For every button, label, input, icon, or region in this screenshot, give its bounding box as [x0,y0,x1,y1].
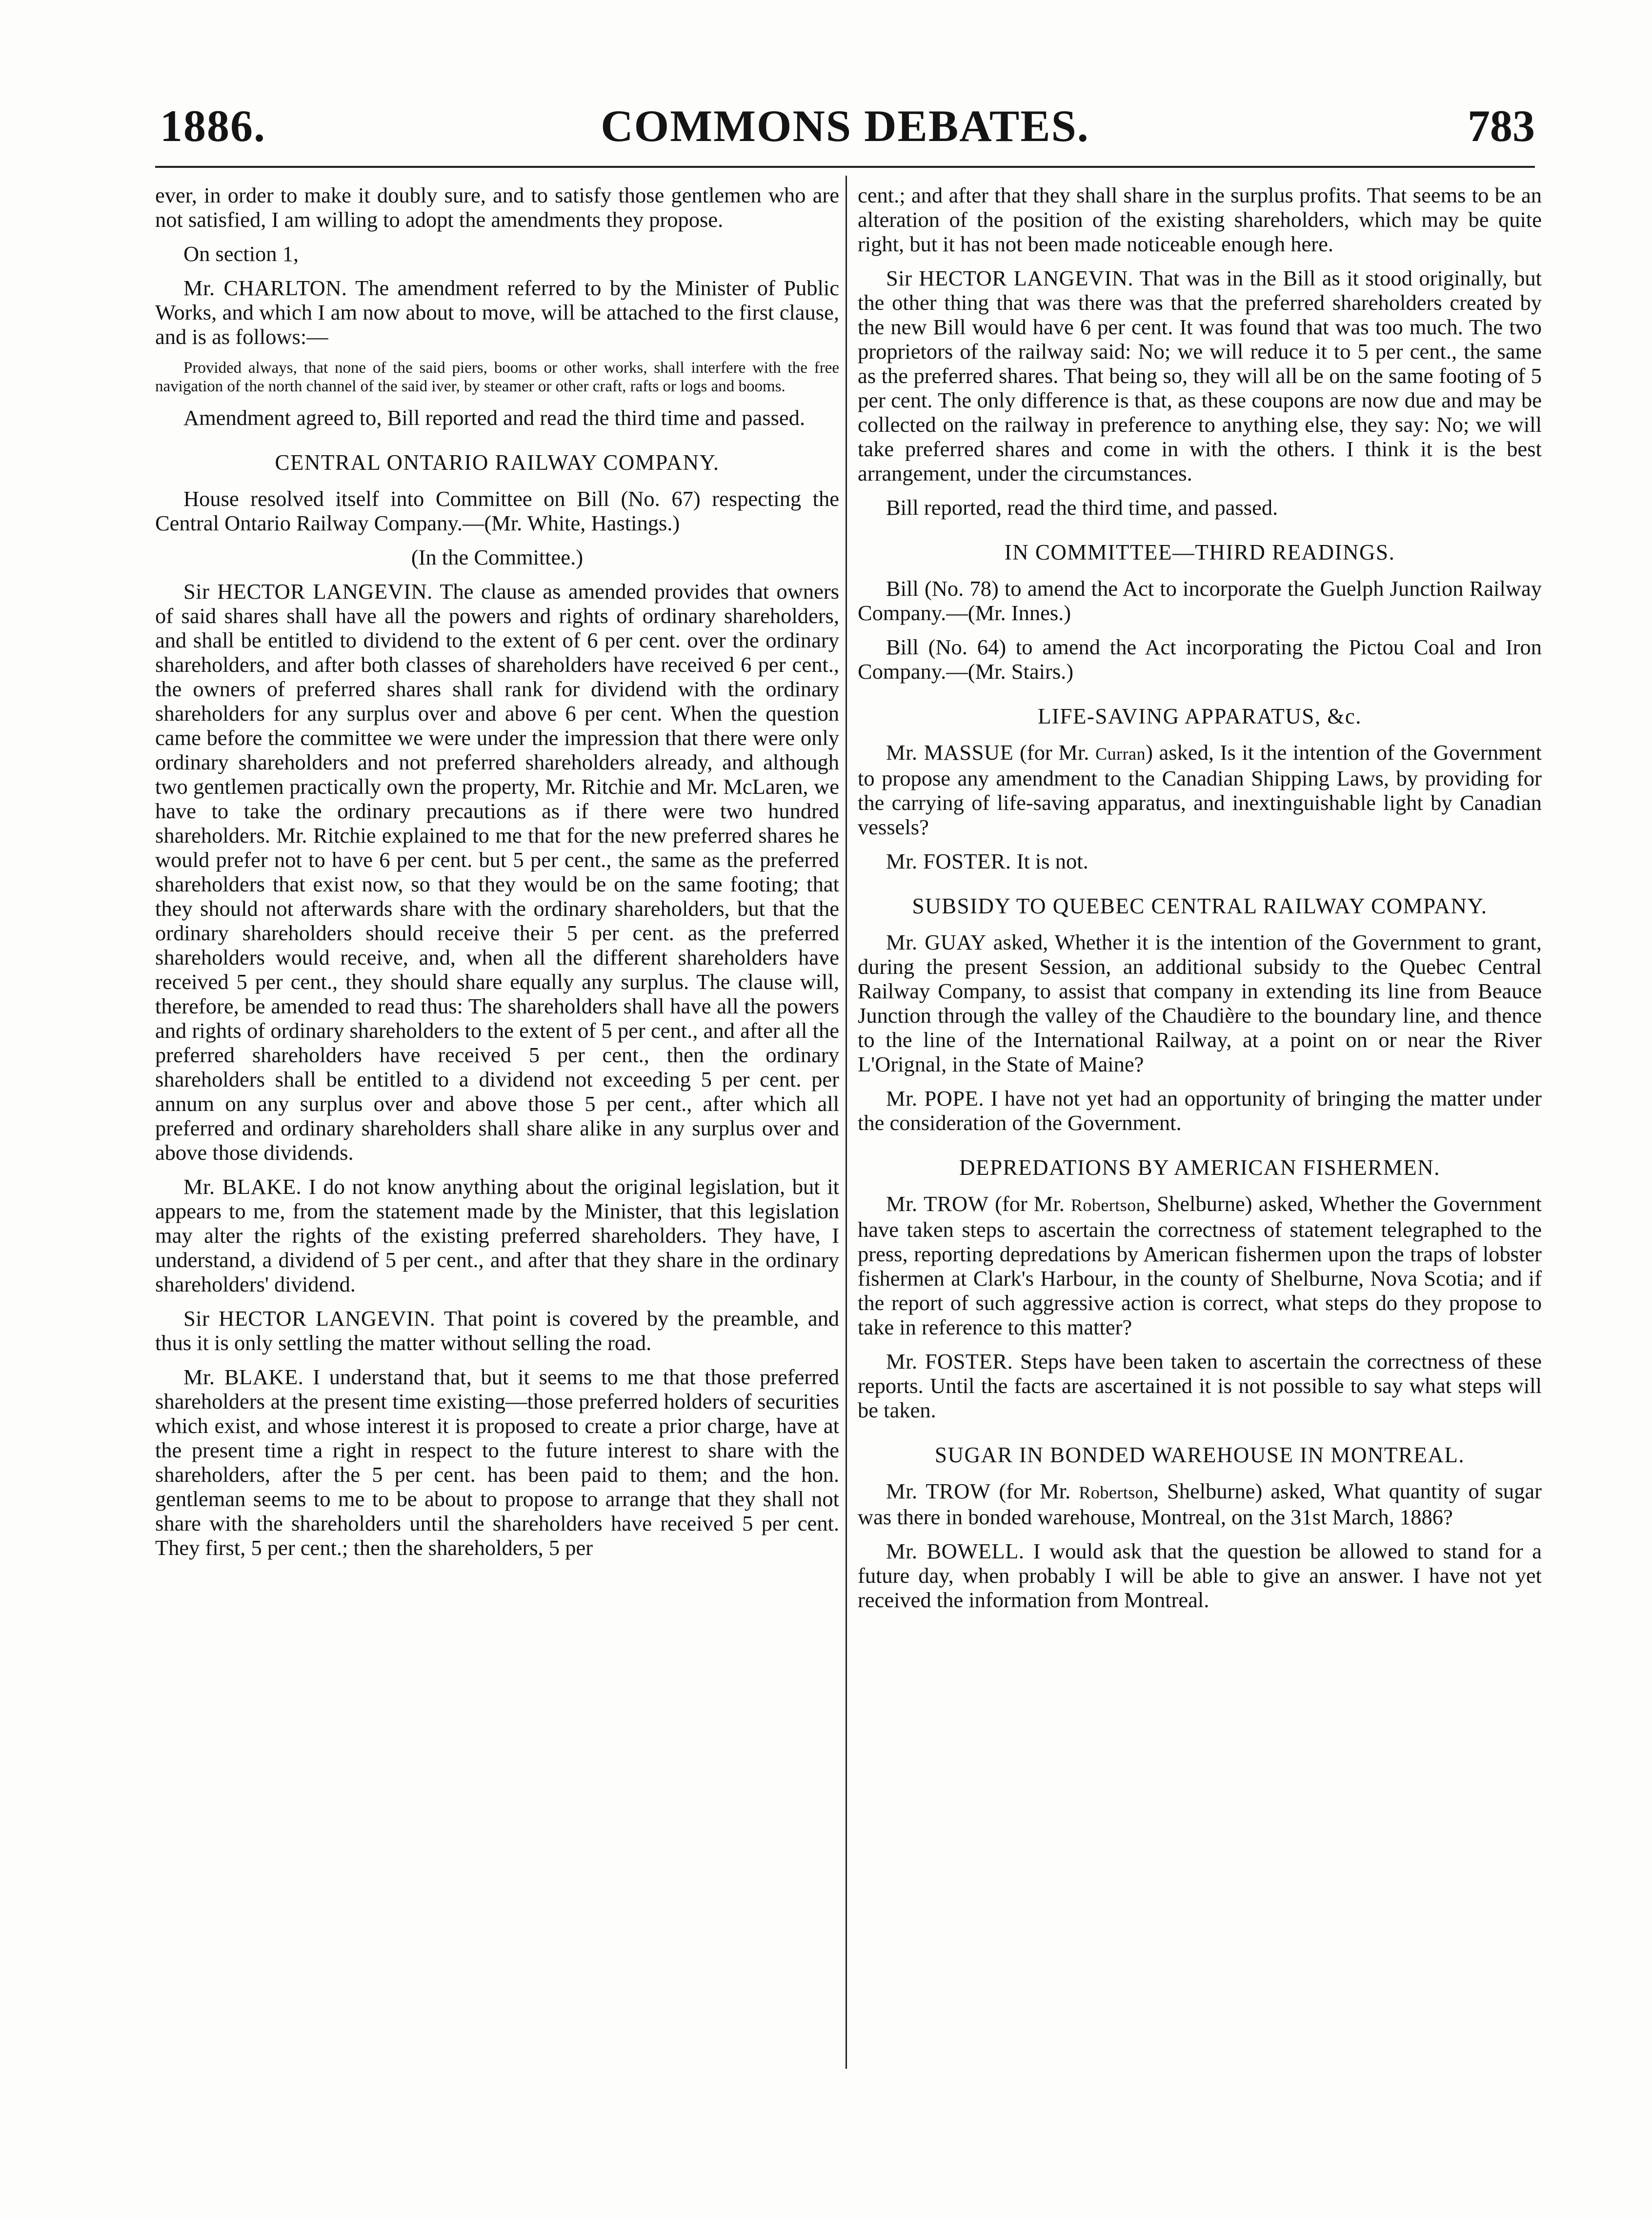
speech [155,276,839,349]
speech-text: The clause as amended provides that owners of said shares shall have all the powers and rights of ordinary shareholders, and shall be entitled to dividend to the extent of 6 per cent. over the ordinary shareholders, and after both classes of shareholders have received 6 per cent., the owners of preferred shares shall rank for dividend with the ordinary shareholders for any surplus over and above 6 per cent. When the question came before the committee we were under the impression that there were only ordinary shareholders and not preferred shareholders already, and although two gentlemen practically own the property, Mr. Ritchie and Mr. McLaren, we have to take the ordinary precautions as if there were two hundred shareholders. Mr. Ritchie explained to me that for the new preferred shares he would prefer not to have 6 per cent. but 5 per cent., the same as the preferred shareholders that exist now, so that they would be on the same footing; that they should not afterwards share with the ordinary shareholders, but that the ordinary shareholders should receive their 5 per cent. as the preferred shareholders would receive, and, when all the different shareholders have received 5 per cent., they should share equally any surplus. The clause will, therefore, be amended to read thus: The shareholders shall have all the powers and rights of ordinary shareholders to the extent of 5 per cent., and after all the preferred shareholders have received 5 per cent., then the ordinary shareholders shall be entitled to a dividend not exceeding 5 per cent. per annum on any surplus over and above those 5 per cent., after which all preferred and ordinary shareholders shall share alike in any surplus over and above those dividends. [155,579,839,1165]
question-text: ) asked, Is it the intention of the Government to propose any amendment to the Canadian Shipping Laws, by providing for the carrying of life-saving apparatus, and inextinguishable light by Canadian vessels? [858,740,1542,839]
speech-text: I would ask that the question be allowed to stand for a future day, when probably I will be able to give an answer. I have not yet received the information from Montreal. [858,1539,1542,1612]
left-column [155,183,839,1570]
paragraph: House resolved itself into Committee on Bill (No. 67) respecting the Central Ontario Railway Company.—(Mr. White, Hastings.) [155,486,839,535]
member-name: Robertson [1079,1483,1153,1502]
member-name: Curran [1095,744,1146,764]
section-heading: SUBSIDY TO QUEBEC CENTRAL RAILWAY COMPANY. [912,894,1488,918]
speech-text: It is not. [1016,849,1088,873]
paragraph: Amendment agreed to, Bill reported and read the third time and passed. [183,405,806,430]
question-text: , Shelburne) asked, Whether the Government have taken steps to ascertain the correctness of statement telegraphed to the press, reporting depredations by American fishermen upon the traps of lobster fishermen at Clark's Harbour, in the county of Shelburne, Nova Scotia; and if the report of such aggressive action is correct, what steps do they propose to take in reference to this matter? [858,1191,1542,1339]
member-name: Robertson [1070,1195,1146,1215]
speaker-name: Mr. TROW [886,1191,989,1216]
paragraph: cent.; and after that they shall share in the surplus profits. That seems to be an alteration of the position of the existing shareholders, which may be quite right, but it has not been made noticeable enough here. [858,183,1542,256]
speech-text: That point is covered by the preamble, and thus it is only settling the matter without selling the road. [155,1306,839,1355]
speaker-name: Mr. GUAY [886,930,987,954]
speech [155,579,839,1165]
paragraph: Bill reported, read the third time, and passed. [886,495,1278,520]
paragraph: On section 1, [183,242,299,266]
speaker-name: Mr. BLAKE. [183,1174,302,1199]
speech [858,1539,1542,1612]
section-heading: IN COMMITTEE—THIRD READINGS. [1004,540,1395,565]
header-page-number: 783 [1468,101,1535,151]
speech [858,849,1542,873]
speech [155,1174,839,1296]
header-year: 1886. [160,101,266,151]
speaker-name: Mr. MASSUE [886,740,1014,765]
speech-text: Steps have been taken to ascertain the correctness of these reports. Until the facts are ascertained it is not possible to say what steps will be taken. [858,1349,1542,1422]
speaker-name: Mr. POPE. [886,1086,984,1110]
speech [155,1306,839,1355]
page-header [155,100,1535,154]
speech [155,1365,839,1560]
column-divider [846,176,847,2069]
speaker-name: Mr. BOWELL. [886,1539,1025,1563]
paragraph: Bill (No. 78) to amend the Act to incorporate the Guelph Junction Railway Company.—(Mr. Innes.) [858,576,1542,625]
speech-text: I have not yet had an opportunity of bringing the matter under the consideration of the Government. [858,1086,1542,1135]
speaker-name: Sir HECTOR LANGEVIN. [886,266,1134,290]
speaker-name: Mr. BLAKE. [183,1365,304,1389]
paragraph: Bill (No. 64) to amend the Act incorporating the Pictou Coal and Iron Company.—(Mr. Stairs.) [858,635,1542,684]
speaker-name: Sir HECTOR LANGEVIN. [183,579,433,604]
question [858,930,1542,1076]
section-heading: DEPREDATIONS BY AMERICAN FISHERMEN. [959,1155,1440,1180]
speech-text: The amendment referred to by the Minister of Public Works, and which I am now about to move, will be attached to the first clause, and is as follows:— [155,276,839,349]
right-column [858,183,1542,1622]
question: Mr. MASSUE (for Mr. Curran) asked, Is it the intention of the Government to propose any amendment to the Canadian Shipping Laws, by providing for the carrying of life-saving apparatus, and inextinguishable light by Canadian vessels? [858,740,1542,839]
speaker-name: Sir HECTOR LANGEVIN. [183,1306,436,1331]
speaker-name: Mr. FOSTER. [886,1349,1013,1373]
speech [858,266,1542,485]
speaker-name: Mr. TROW [886,1479,991,1503]
question: Mr. TROW (for Mr. Robertson, Shelburne) asked, Whether the Government have taken steps to ascertain the correctness of statement telegraphed to the press, reporting depredations by American fishermen upon the traps of lobster fishermen at Clark's Harbour, in the county of Shelburne, Nova Scotia; and if the report of such aggressive action is correct, what steps do they propose to take in reference to this matter? [858,1191,1542,1339]
header-rule [155,166,1535,168]
speech [858,1349,1542,1422]
section-heading: SUGAR IN BONDED WAREHOUSE IN MONTREAL. [934,1443,1465,1467]
speaker-name: Mr. FOSTER. [886,849,1011,873]
speech-text: That was in the Bill as it stood originally, but the other thing that was there was that the preferred shareholders created by the new Bill would have 6 per cent. It was found that was too much. The two proprietors of the railway said: No; we will reduce it to 5 per cent., the same as the preferred shares. That being so, they will all be on the same footing of 5 per cent. The only difference is that, as these coupons are now due and may be collected on the railway in preference to anything else, they say: No; we will take preferred shares and come in with the others. I think it is the best arrangement, under the circumstances. [858,266,1542,485]
committee-note: (In the Committee.) [411,545,584,569]
header-title: COMMONS DEBATES. [601,101,1089,151]
speaker-name: Mr. CHARLTON. [183,276,347,300]
speech-text: I do not know anything about the original legislation, but it appears to me, from the statement made by the Minister, that this legislation may alter the rights of the existing preferred shareholders. They have, I understand, a dividend of 5 per cent., and after that they share in the ordinary shareholders' dividend. [155,1174,840,1296]
paragraph: ever, in order to make it doubly sure, and to satisfy those gentlemen who are not satisfied, I am willing to adopt the amendments they propose. [155,183,839,232]
section-heading: LIFE-SAVING APPARATUS, &c. [1037,704,1362,728]
question-text: asked, Whether it is the intention of the Government to grant, during the present Session, an additional subsidy to the Quebec Central Railway Company, to assist that company in extending its line from Beauce Junction through the valley of the Chaudière to the boundary line, and thence to the line of the International Railway, at a point on or near the River L'Orignal, in the State of Maine? [858,930,1542,1076]
speech-text: I understand that, but it seems to me that those preferred shareholders at the present time existing—those preferred holders of securities which exist, and whose interest it is proposed to create a prior charge, have at the present time a right in respect to the future interest to share with the shareholders, after the 5 per cent. has been paid to them; and the hon. gentleman seems to me to be about to propose to arrange that they shall not share with the shareholders until the shareholders have received 5 per cent. They first, 5 per cent.; then the shareholders, 5 per [155,1365,839,1560]
amendment-text: Provided always, that none of the said piers, booms or other works, shall interfere with the free navigation of the north channel of the said iver, by steamer or other craft, rafts or logs and booms. [155,359,839,395]
question: Mr. TROW (for Mr. Robertson, Shelburne) asked, What quantity of sugar was there in bonded warehouse, Montreal, on the 31st March, 1886? [858,1479,1542,1529]
speech [858,1086,1542,1135]
question-text: , Shelburne) asked, What quantity of sugar was there in bonded warehouse, Montreal, on the 31st March, 1886? [858,1479,1542,1529]
section-heading: CENTRAL ONTARIO RAILWAY COMPANY. [275,450,720,475]
